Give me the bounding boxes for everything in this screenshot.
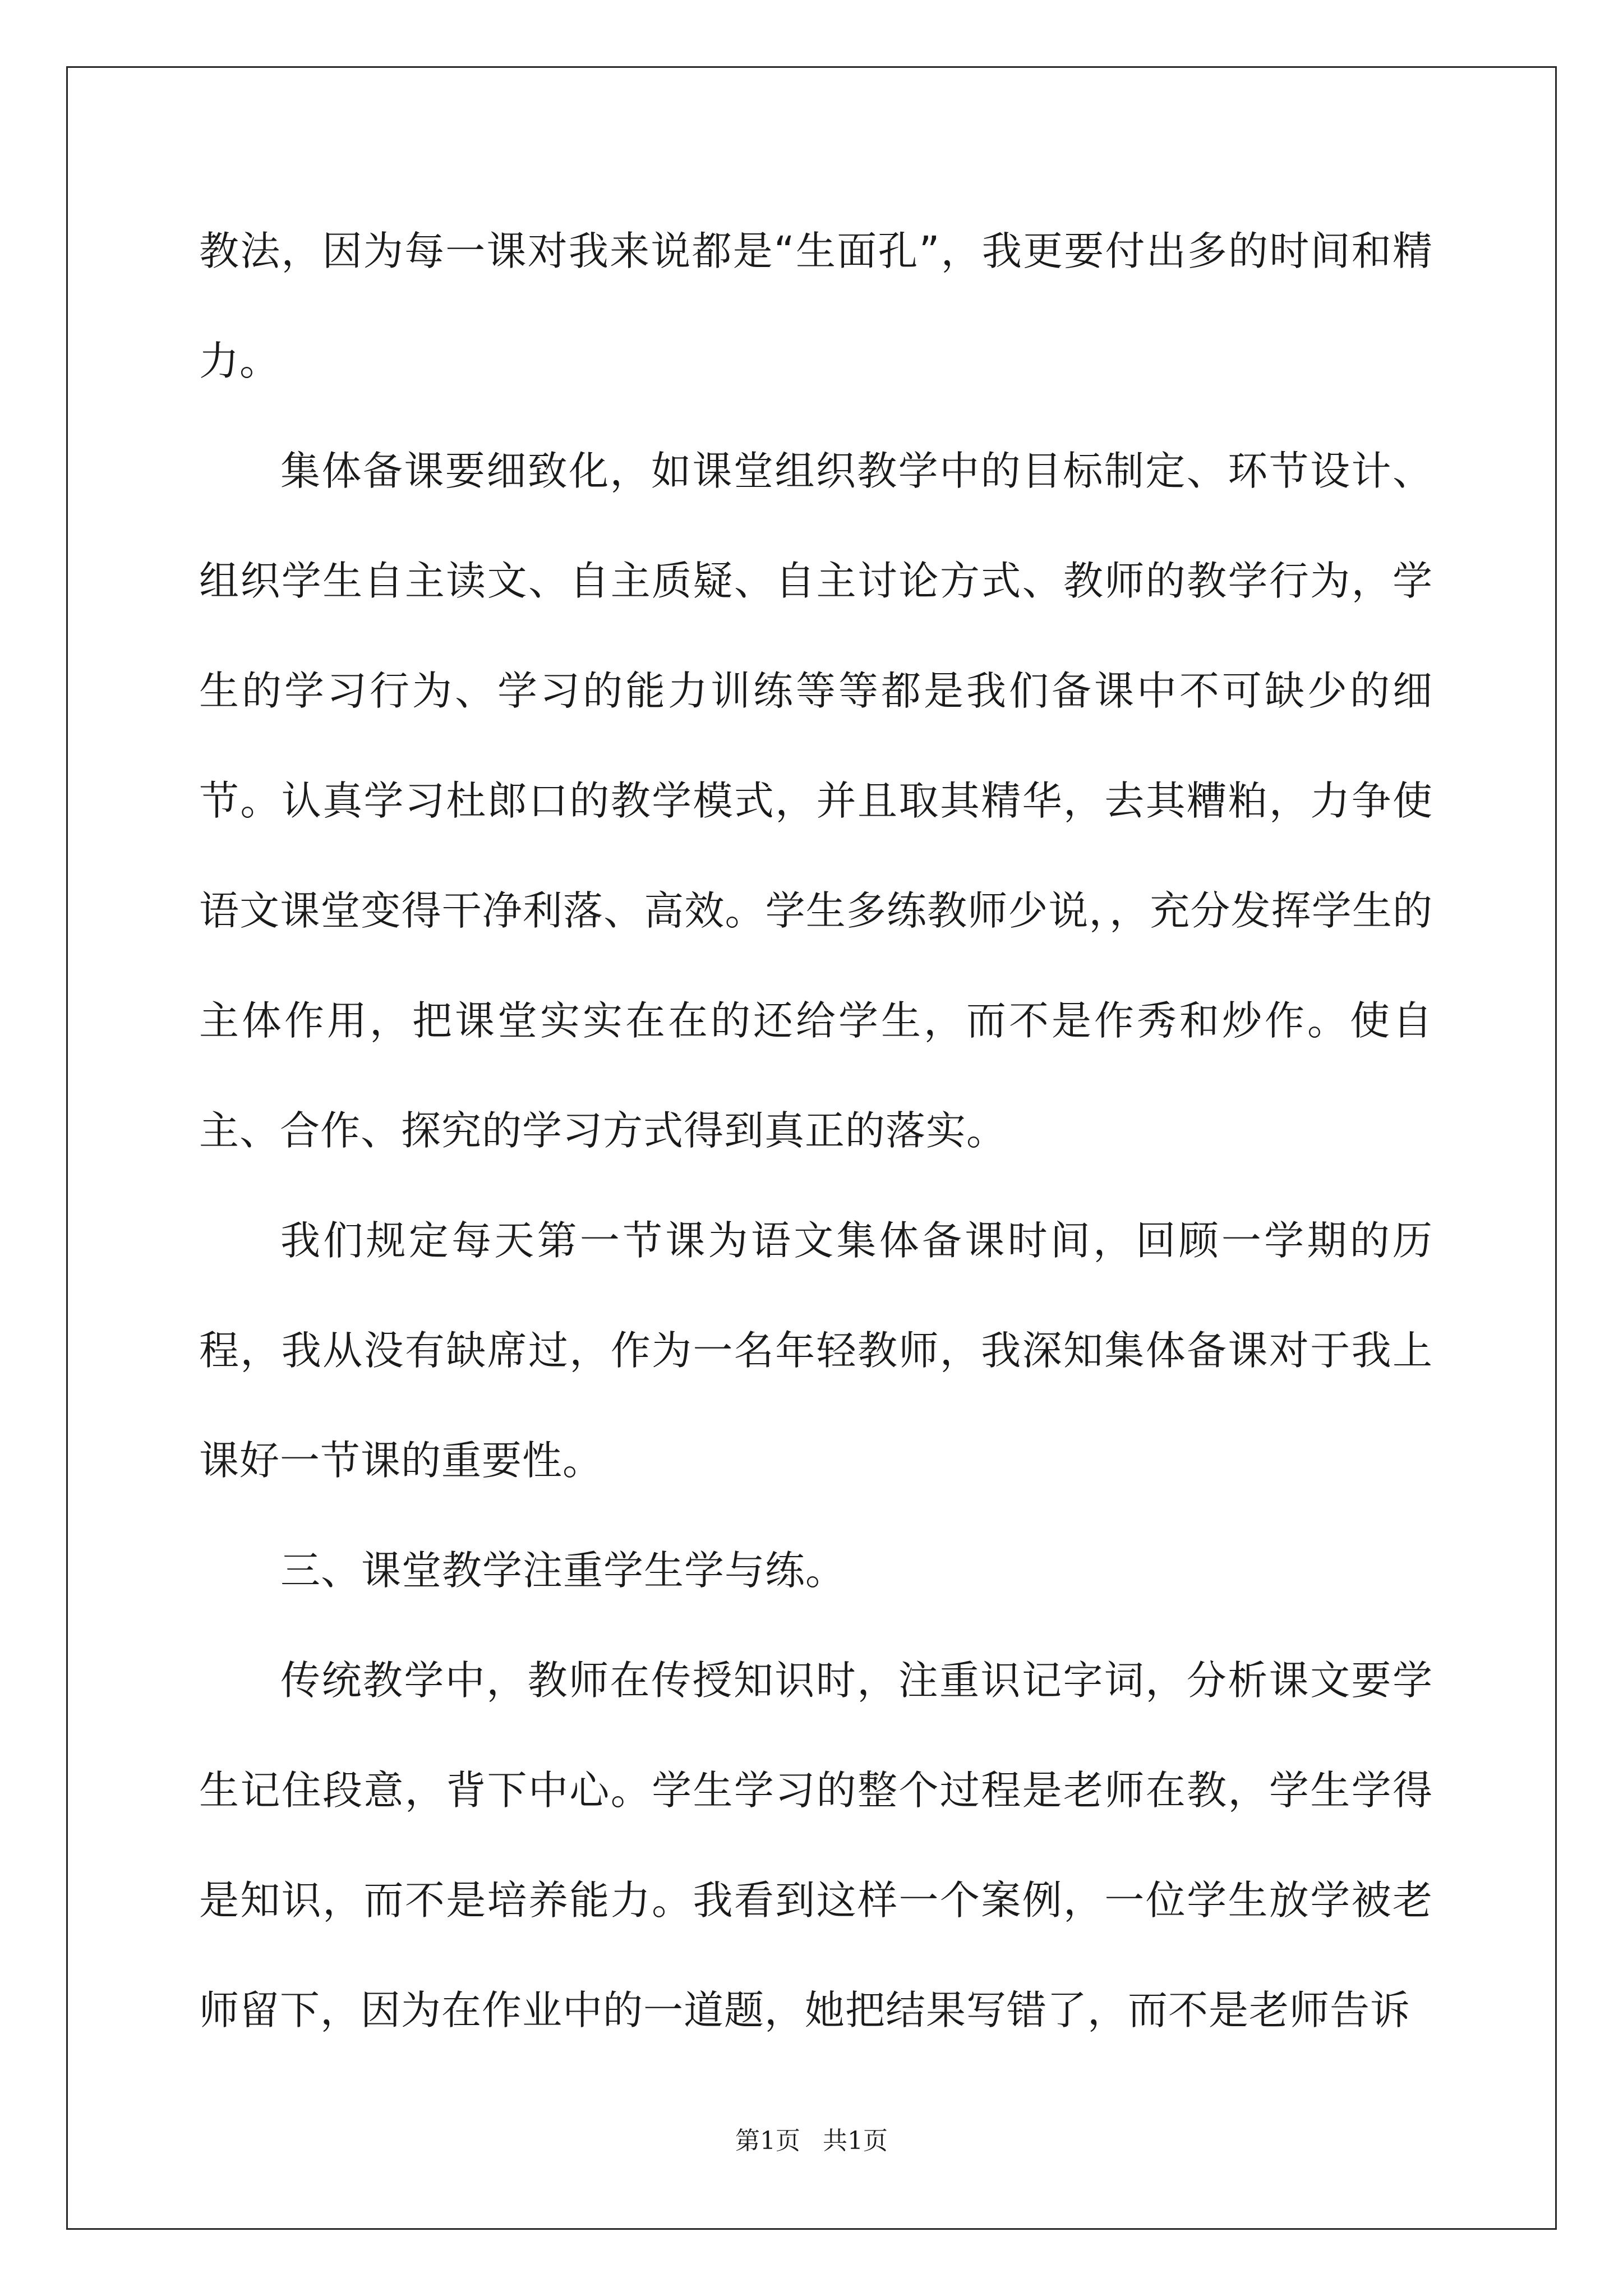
paragraph-3: 我们规定每天第一节课为语文集体备课时间，回顾一学期的历程，我从没有缺席过，作为一名年轻教师，我深知集体备课对于我上课好一节课的重要性。 xyxy=(199,1217,1433,1484)
paragraph-2: 集体备课要细致化，如课堂组织教学中的目标制定、环节设计、组织学生自主读文、自主质疑、自主讨论方式、教师的教学行为，学生的学习行为、学习的能力训练等等都是我们备课中不可缺少的细节。认真学习杜郎口的教学模式，并且取其精华，去其糟粕，力争使语文课堂变得干净利落、高效。学生多练教师少说，，充分发挥学生的主体作用，把课堂实实在在的还给学生，而不是作秀和炒作。使自主、合作、探究的学习方式得到真正的落实。 xyxy=(199,448,1433,1154)
page-total: 共1页 xyxy=(823,2127,888,2155)
paragraph-5: 传统教学中，教师在传授知识时，注重识记字词，分析课文要学生记住段意，背下中心。学生学习的整个过程是老师在教，学生学得是知识，而不是培养能力。我看到这样一个案例，一位学生放学被老师留下，因为在作业中的一道题，她把结果写错了，而不是老师告诉 xyxy=(199,1657,1433,2033)
document-body xyxy=(199,196,1433,2065)
paragraph-1: 教法，因为每一课对我来说都是“生面孔”，我更要付出多的时间和精力。 xyxy=(199,228,1433,384)
page-number: 第1页 xyxy=(735,2127,800,2155)
page-footer xyxy=(0,2120,1623,2156)
section-heading-3: 三、课堂教学注重学生学与练。 xyxy=(280,1547,846,1594)
